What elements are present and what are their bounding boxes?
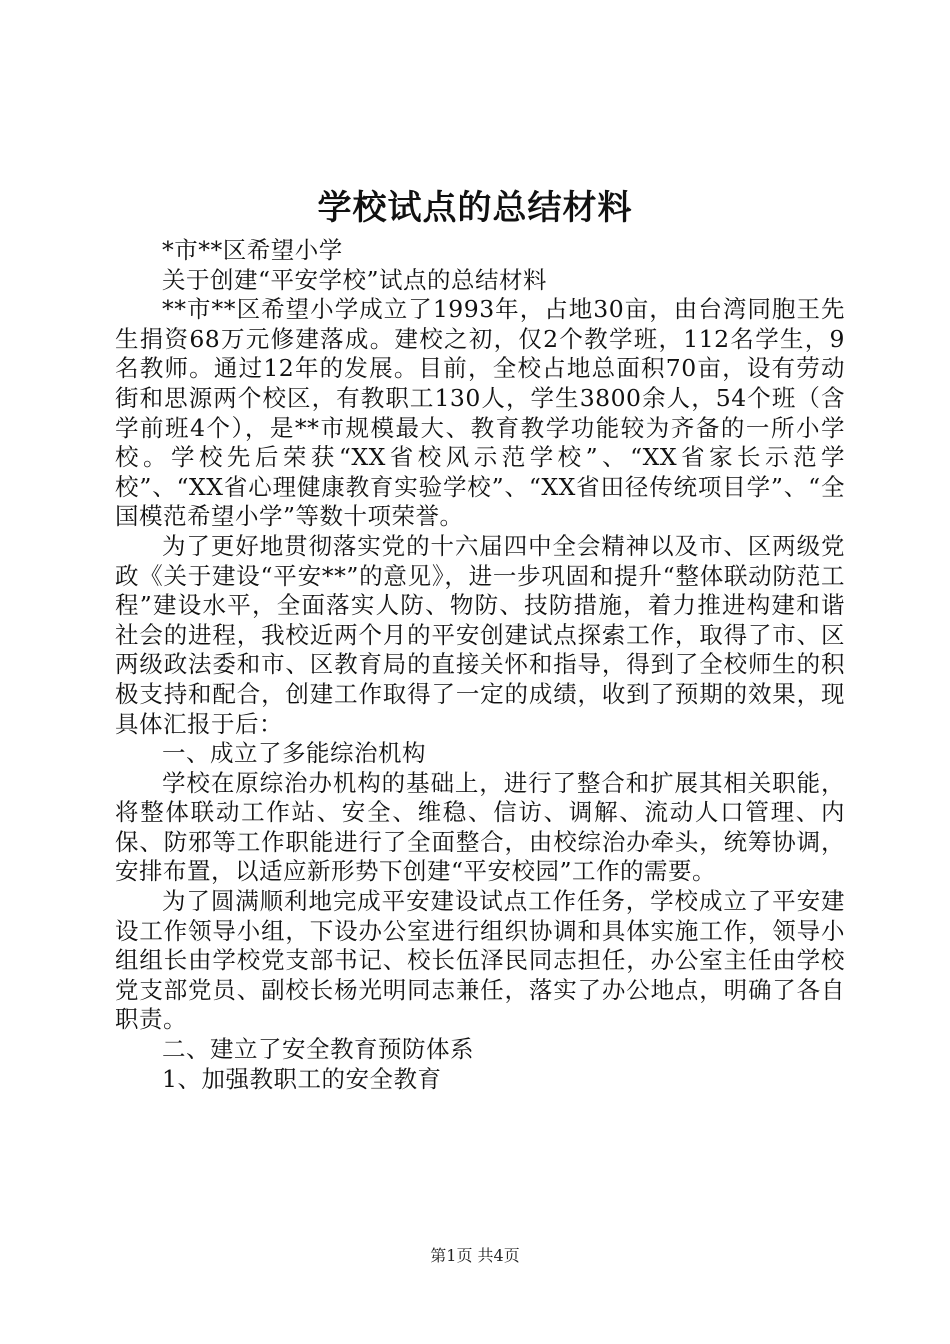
paragraph-section-1-b: 为了圆满顺利地完成平安建设试点工作任务，学校成立了平安建设工作领导小组，下设办公室进行组织协调和具体实施工作，领导小组组长由学校党支部书记、校长伍泽民同志担任，办公室主任由学校党支部党员、副校长杨光明同志兼任，落实了办公地点，明确了各自职责。 xyxy=(115,887,845,1034)
document-title: 学校试点的总结材料 xyxy=(317,188,633,228)
paragraph-section-1-a: 学校在原综治办机构的基础上，进行了整合和扩展其相关职能，将整体联动工作站、安全、维稳、信访、调解、流动人口管理、内保、防邪等工作职能进行了全面整合，由校综治办牵头，统筹协调，安排布置，以适应新形势下创建“平安校园”工作的需要。 xyxy=(115,768,845,886)
school-name-line: *市**区希望小学 xyxy=(162,236,343,264)
page-footer: 第1页 共4页 xyxy=(430,1246,520,1265)
paragraph-school-intro: **市**区希望小学成立了1993年，占地30亩，由台湾同胞王先生捐资68万元修建落成。建校之初，仅2个教学班，112名学生，9名教师。通过12年的发展。目前，全校占地总面积70亩，设有劳动街和思源两个校区，有教职工130人，学生3800余人，54个班（含学前班4个），是**市规模最大、教育教学功能较为齐备的一所小学校。学校先后荣获“XX省校风示范学校”、“XX省家长示范学校”、“XX省心理健康教育实验学校”、“XX省田径传统项目学”、“全国模范希望小学”等数十项荣誉。 xyxy=(115,295,845,531)
document-body xyxy=(115,236,845,1094)
section-heading-2: 二、建立了安全教育预防体系 xyxy=(162,1035,474,1064)
report-subtitle: 关于创建“平安学校”试点的总结材料 xyxy=(162,265,548,294)
paragraph-purpose: 为了更好地贯彻落实党的十六届四中全会精神以及市、区两级党政《关于建设“平安**”的意见》，进一步巩固和提升“整体联动防范工程”建设水平，全面落实人防、物防、技防措施，着力推进构建和谐社会的进程，我校近两个月的平安创建试点探索工作，取得了市、区两级政法委和市、区教育局的直接关怀和指导，得到了全校师生的积极支持和配合，创建工作取得了一定的成绩，收到了预期的效果，现具体汇报于后： xyxy=(115,531,845,738)
section-heading-1: 一、成立了多能综治机构 xyxy=(162,739,426,768)
subsection-heading-2-1: 1、加强教职工的安全教育 xyxy=(162,1064,442,1093)
